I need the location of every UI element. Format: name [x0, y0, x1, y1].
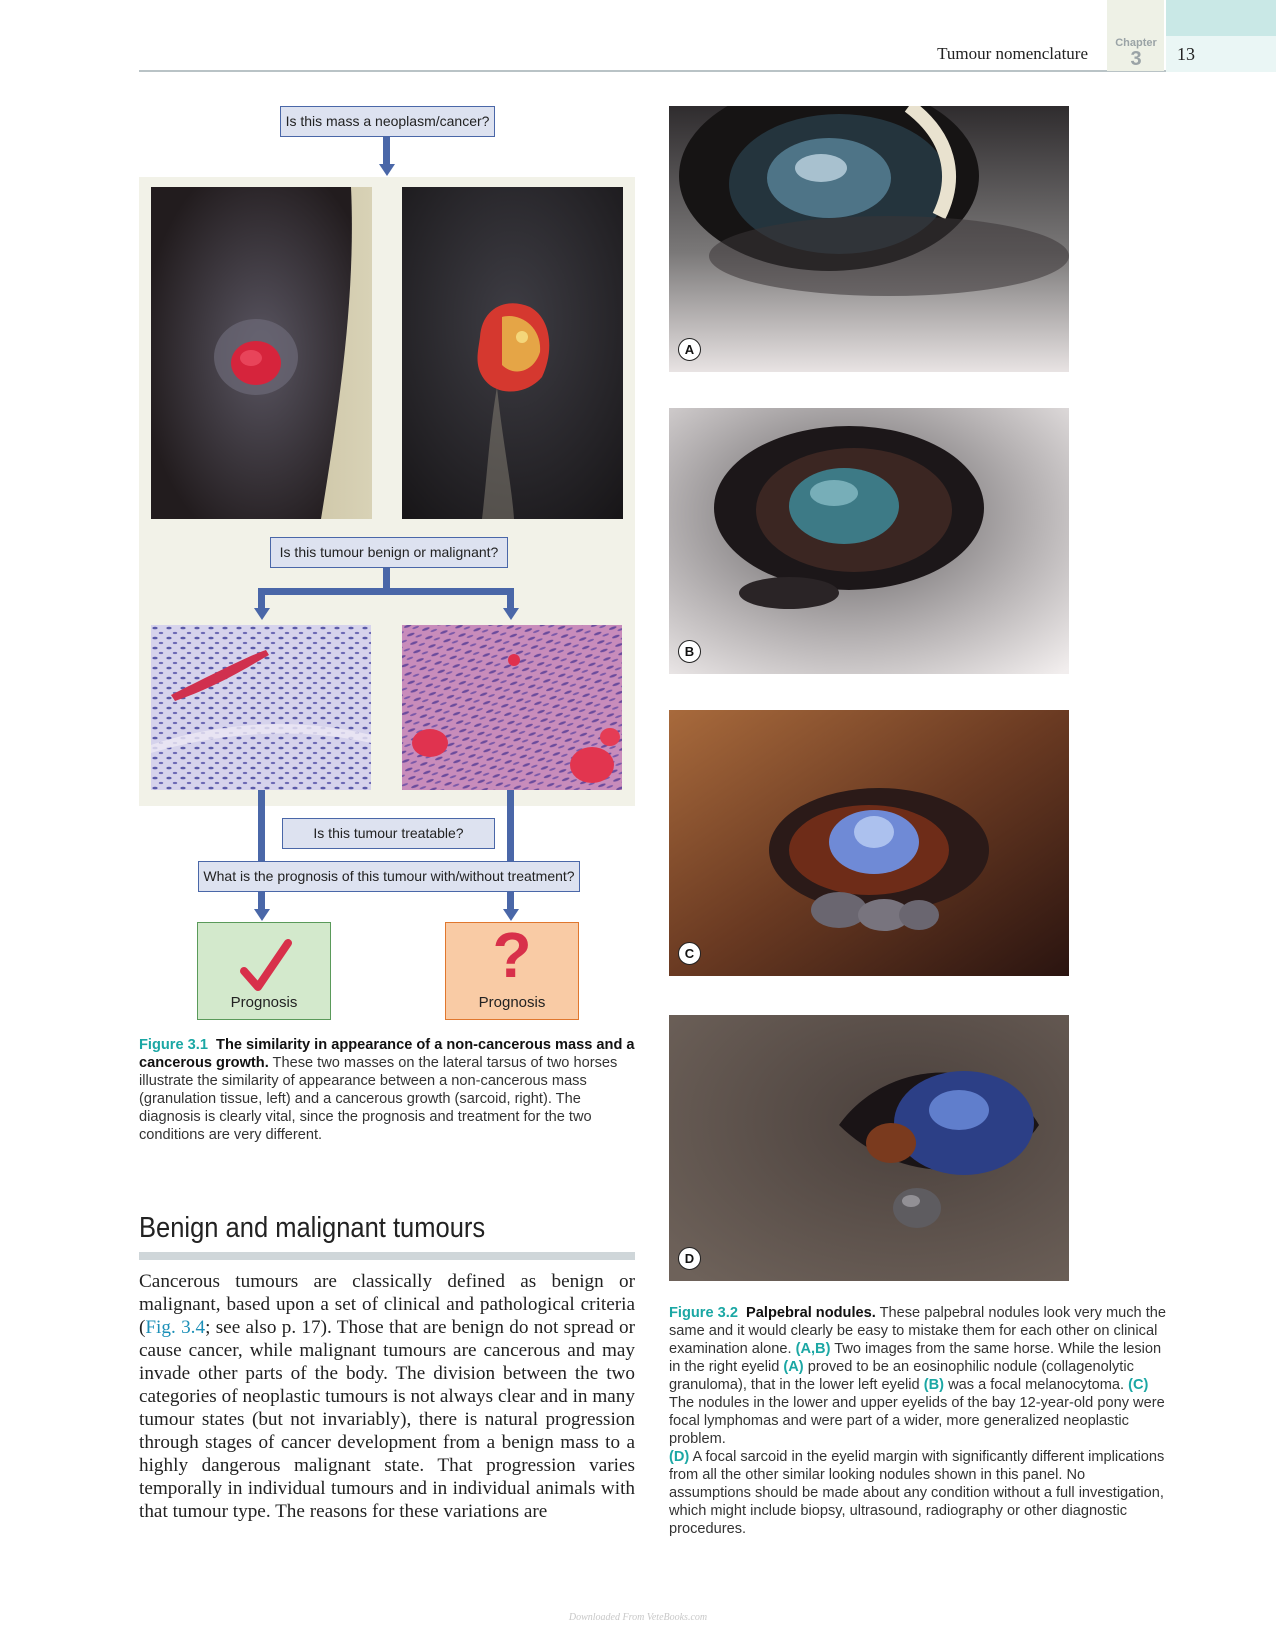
panel-ref: (A) — [783, 1359, 804, 1375]
question-treatable: Is this tumour treatable? — [282, 818, 495, 849]
caption-text: proved to be an eosinophilic nodule (collagenolytic granuloma), that in the lower left eyelid — [669, 1359, 1134, 1393]
caption-text: The nodules in the lower and upper eyelids of the bay 12-year-old pony were focal lymphomas and were part of a wider, more generalized neoplastic problem. — [669, 1395, 1165, 1447]
question-benign-malignant: Is this tumour benign or malignant? — [270, 537, 508, 568]
figure-link[interactable]: Fig. 3.4 — [145, 1317, 206, 1338]
arrow-down-icon — [379, 164, 395, 176]
eye-photo-c — [669, 710, 1069, 976]
connector — [383, 136, 390, 164]
question-neoplasm: Is this mass a neoplasm/cancer? — [280, 106, 495, 137]
panel-label-a: A — [678, 338, 701, 361]
section-rule — [139, 1252, 635, 1260]
panel-label-d: D — [678, 1247, 701, 1270]
connector — [507, 790, 514, 912]
figure-3-2-caption — [669, 1304, 1169, 1538]
outcome-uncertain-label: Prognosis — [478, 994, 546, 1011]
arrow-down-icon — [503, 608, 519, 620]
panel-label-c: C — [678, 942, 701, 965]
eye-photo-a — [669, 106, 1069, 372]
panel-ref: (B) — [923, 1377, 944, 1393]
figure-3-1-caption — [139, 1036, 635, 1144]
chapter-number: 3 — [1130, 48, 1142, 70]
caption-text: Two images from the same horse. While the lesion in the right eyelid — [669, 1341, 1162, 1375]
caption-text: was a focal melanocytoma. — [948, 1377, 1125, 1393]
histology-benign — [151, 625, 371, 790]
caption-text: These palpebral nodules look very much the same and it would clearly be easy to mistake them for each other on clinical examination alone. — [669, 1305, 1166, 1357]
arrow-down-icon — [254, 909, 270, 921]
photo-sarcoid — [402, 187, 623, 519]
arrow-down-icon — [254, 608, 270, 620]
question-mark-icon: ? — [492, 919, 532, 991]
outcome-uncertain-prognosis — [445, 919, 579, 1020]
panel-label-b: B — [678, 640, 701, 663]
panel-ref: (D) — [669, 1449, 690, 1465]
header-rule — [139, 70, 1166, 72]
question-prognosis: What is the prognosis of this tumour with/without treatment? — [198, 861, 580, 892]
figure-title: Palpebral nodules. — [746, 1305, 876, 1321]
body-paragraph — [139, 1270, 635, 1523]
download-watermark: Downloaded From VeteBooks.com — [568, 1612, 708, 1623]
connector — [383, 567, 390, 589]
outcome-good-label: Prognosis — [230, 994, 298, 1011]
eye-photo-b — [669, 408, 1069, 674]
connector — [258, 790, 265, 912]
figure-title: The similarity in appearance of a non-cancerous mass and a cancerous growth. — [139, 1037, 635, 1071]
figure-number: Figure 3.2 — [669, 1305, 738, 1321]
caption-text: A focal sarcoid in the eyelid margin with significantly different implications from all the other similar looking nodules shown in this panel. No assumptions should be made about any condition without a full investigation, which might include biopsy, ultrasound, radiography or other diagnostic procedures. — [669, 1449, 1165, 1537]
outcome-good-prognosis — [197, 922, 331, 1020]
connector — [258, 588, 514, 595]
running-title: Tumour nomenclature — [937, 44, 1088, 63]
body-text-part: Cancerous tumours are classically defined as benign or malignant, based upon a set of clinical and pathological criteria ( — [139, 1271, 635, 1338]
connector — [507, 588, 514, 608]
checkmark-icon — [198, 929, 330, 999]
body-text-part: ; see also p. 17). Those that are benign do not spread or cause cancer, while malignant tumours are cancerous and may invade other parts of the body. The division between the two categories of neoplastic tumours is not always clear and in many tumour states (but not invariably), there is natural progression through stages of cancer development from a benign mass to a highly dangerous malignant state. That progression varies temporally in individual tumours and in individual animals with that tumour type. The reasons for these variations are — [139, 1317, 635, 1522]
panel-ref: (A,B) — [795, 1341, 831, 1357]
panel-ref: (C) — [1128, 1377, 1149, 1393]
page-number: 13 — [1177, 44, 1195, 64]
photo-granulation-tissue — [151, 187, 372, 519]
corner-band — [1166, 0, 1276, 36]
histology-malignant — [402, 625, 622, 790]
eye-photo-d — [669, 1015, 1069, 1281]
chapter-label: Chapter — [1115, 37, 1157, 49]
section-heading: Benign and malignant tumours — [139, 1212, 486, 1244]
connector — [258, 588, 265, 608]
figure-text: These two masses on the lateral tarsus of two horses illustrate the similarity of appearance between a non-cancerous mass (granulation tissue, left) and a cancerous growth (sarcoid, right). The diagnosis is clearly vital, since the prognosis and treatment for the two conditions are very different. — [139, 1055, 618, 1143]
figure-number: Figure 3.1 — [139, 1037, 208, 1053]
